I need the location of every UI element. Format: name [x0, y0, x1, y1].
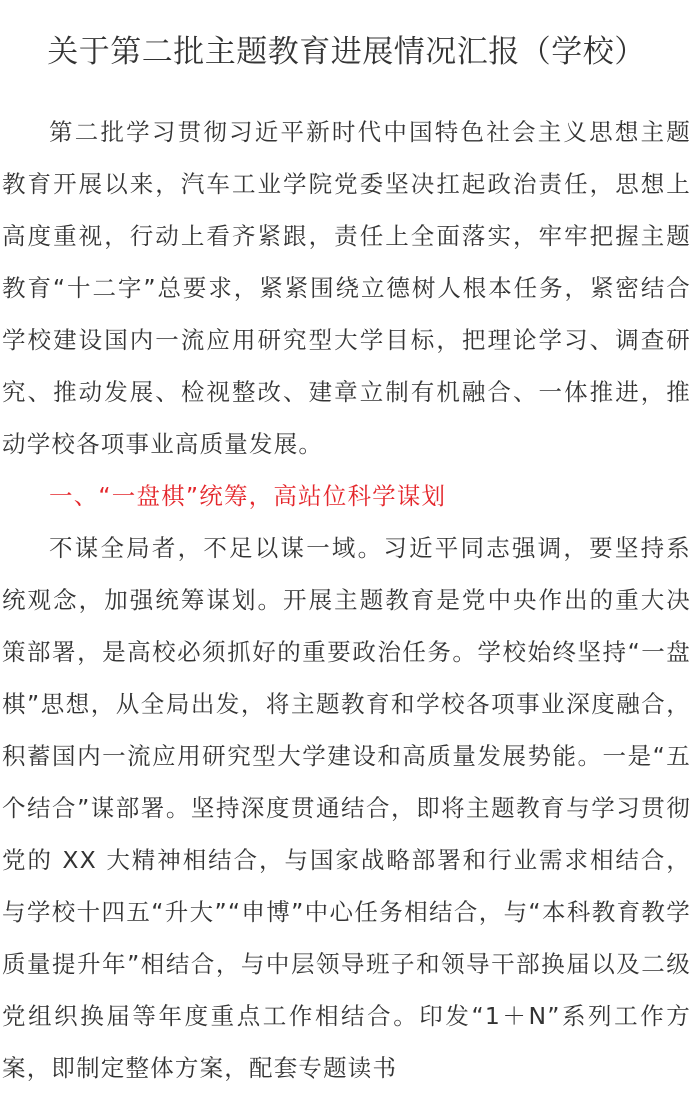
section-1-paragraph: 不谋全局者，不足以谋一域。习近平同志强调，要坚持系统观念，加强统筹谋划。开展主题教育是党中央作出的重大决策部署，是高校必须抓好的重要政治任务。学校始终坚持“一盘棋”思想，从全局出发，将主题教育和学校各项事业深度融合，积蓄国内一流应用研究型大学建设和高质量发展势能。一是“五个结合”谋部署。坚持深度贯通结合，即将主题教育与学习贯彻党的 XX 大精神相结合，与国家战略部署和行业需求相结合，与学校十四五“升大”“申博”中心任务相结合，与“本科教育教学质量提升年”相结合，与中层领导班子和领导干部换届以及二级党组织换届等年度重点工作相结合。印发“1＋N”系列工作方案，即制定整体方案，配套专题读书: [2, 534, 691, 1082]
document-body: [2, 106, 691, 1094]
document-title: 关于第二批主题教育进展情况汇报（学校）: [47, 34, 646, 70]
section-heading-1: 一、“一盘棋”统筹，高站位科学谋划: [49, 482, 447, 510]
intro-paragraph: 第二批学习贯彻习近平新时代中国特色社会主义思想主题教育开展以来，汽车工业学院党委坚决扛起政治责任，思想上高度重视，行动上看齐紧跟，责任上全面落实，牢牢把握主题教育“十二字”总要求，紧紧围绕立德树人根本任务，紧密结合学校建设国内一流应用研究型大学目标，把理论学习、调查研究、推动发展、检视整改、建章立制有机融合、一体推进，推动学校各项事业高质量发展。: [2, 118, 691, 458]
